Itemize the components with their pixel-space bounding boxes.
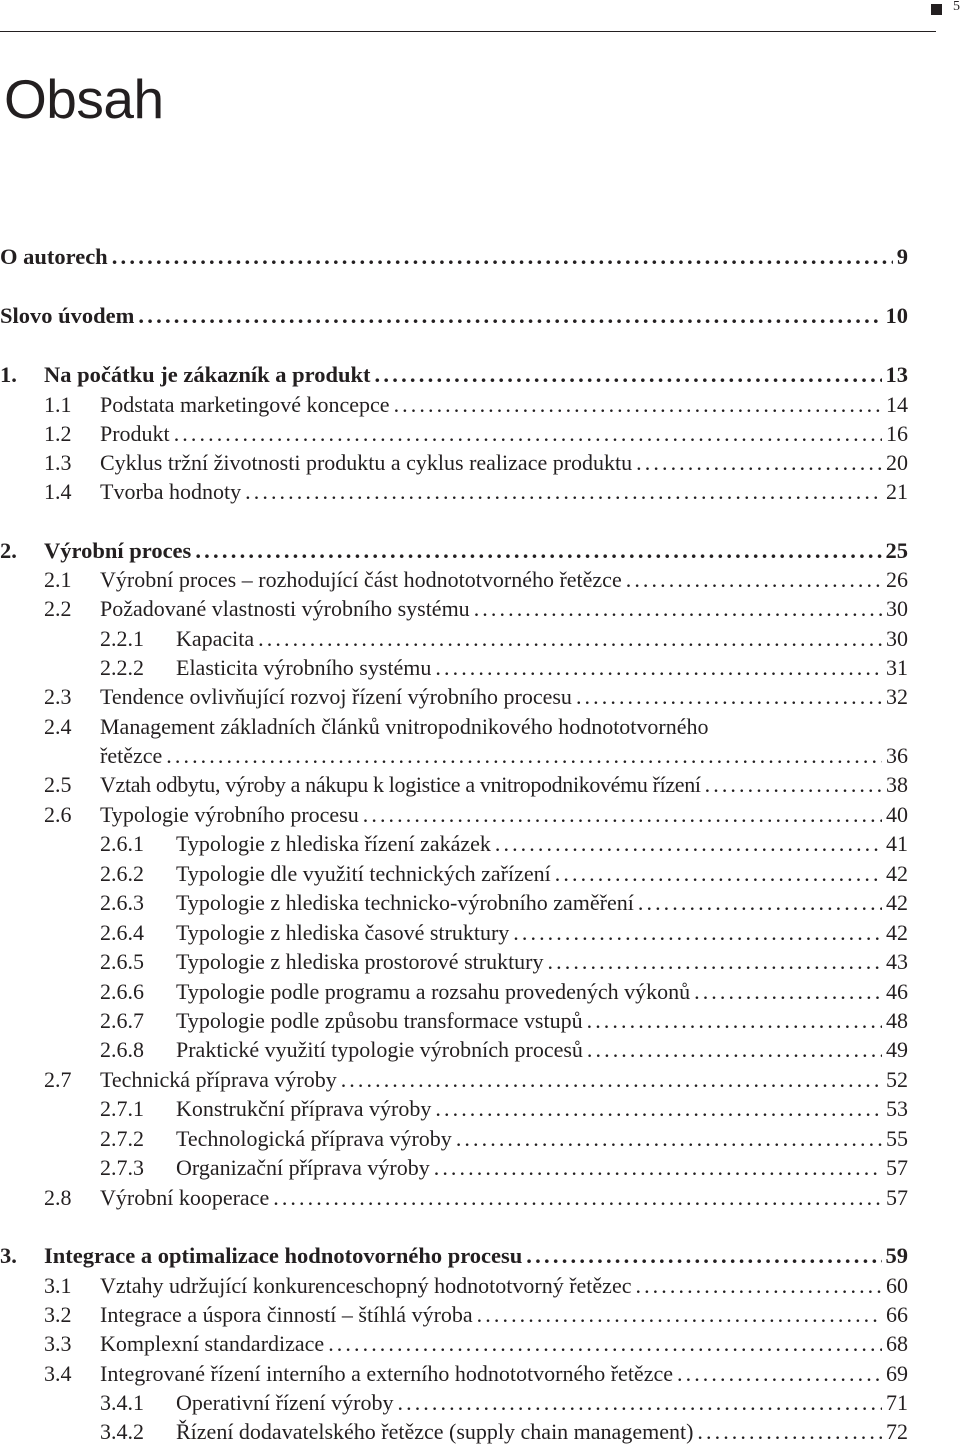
toc-entry-number: 2.6.5 [100,949,144,974]
toc-entry[interactable] [44,448,908,477]
toc-entry-page: 43 [886,949,908,974]
toc-entry-number: 2.6 [44,802,72,827]
toc-entry-title: Cyklus tržní životnosti produktu a cyklus realizace produktu [100,450,633,475]
toc-entry[interactable] [100,977,908,1006]
toc-entry-title: Požadované vlastnosti výrobního systému [100,596,470,621]
page-header [900,0,960,14]
toc-entry-number: 2.5 [44,772,72,797]
toc-entry-title: Typologie z hlediska řízení zakázek [176,831,491,856]
toc-entry-page: 49 [886,1037,908,1062]
toc-entry-title: Typologie výrobního procesu [100,802,359,827]
toc-entry-number: 3.4 [44,1361,72,1386]
toc-entry-page: 14 [886,392,908,417]
toc-entry-title: Typologie podle programu a rozsahu provedených výkonů [176,979,691,1004]
toc-entry-title: Technická příprava výroby [100,1067,337,1092]
toc-entry-title: řetězce [100,743,163,768]
toc-entry-title: Výrobní proces [44,538,192,563]
toc-entry-page: 55 [886,1126,908,1151]
dot-leader [174,419,882,448]
dot-leader [398,1388,883,1417]
toc-entry-number: 2.6.4 [100,920,144,945]
toc-entry-page: 30 [886,626,908,651]
toc-entry-number: 2.7 [44,1067,72,1092]
toc-entry-title: Typologie z hlediska prostorové struktury [176,949,544,974]
toc-entry-page: 16 [886,421,908,446]
dot-leader [705,770,882,799]
toc-entry-page: 13 [885,362,908,387]
dot-leader [587,1006,882,1035]
toc-entry-page: 66 [886,1302,908,1327]
toc-entry-title: Typologie podle způsobu transformace vstupů [176,1008,583,1033]
toc-entry[interactable] [44,712,709,741]
toc-entry-number: 2.7.3 [100,1155,144,1180]
toc-entry-title: Praktické využití typologie výrobních procesů [176,1037,583,1062]
toc-entry-page: 32 [886,684,908,709]
dot-leader [495,829,882,858]
dot-leader [273,1183,882,1212]
header-rule [0,31,936,32]
toc-entry-number: 3.2 [44,1302,72,1327]
toc-entry-title: Technologická příprava výroby [176,1126,452,1151]
toc-entry[interactable] [0,536,908,565]
dot-leader [626,565,882,594]
toc-entry[interactable] [44,1359,908,1388]
toc-entry[interactable] [100,1035,908,1064]
toc-entry-title: Operativní řízení výroby [176,1390,394,1415]
toc-entry[interactable] [100,1153,908,1182]
toc-entry-number: 1.4 [44,479,72,504]
dot-leader [635,1271,882,1300]
toc-entry-page: 31 [886,655,908,680]
toc-entry-number: 3.4.1 [100,1390,144,1415]
toc-entry[interactable] [44,390,908,419]
toc-entry-number: 2.2.1 [100,626,144,651]
toc-entry-page: 36 [886,743,908,768]
toc-entry-number: 1.2 [44,421,72,446]
toc-entry-title: Řízení dodavatelského řetězce (supply chain management) [176,1419,694,1444]
page-title: Obsah [4,68,164,130]
toc-entry-page: 42 [886,920,908,945]
toc-entry-number: 2.6.2 [100,861,144,886]
dot-leader [638,888,882,917]
toc-entry-page: 38 [886,772,908,797]
toc-entry-number: 3.3 [44,1331,72,1356]
toc-entry-page: 57 [886,1155,908,1180]
toc-entry-title: Typologie dle využití technických zařízení [176,861,551,886]
toc-entry[interactable] [44,1329,908,1358]
toc-entry-title: Vztahy udržující konkurenceschopný hodnototvorný řetězec [100,1273,632,1298]
toc-entry[interactable] [44,770,908,799]
toc-entry-number: 2.6.8 [100,1037,144,1062]
dot-leader [456,1124,882,1153]
toc-entry[interactable] [100,1417,908,1446]
toc-entry-page: 25 [885,538,908,563]
toc-entry-page: 40 [886,802,908,827]
toc-entry-page: 68 [886,1331,908,1356]
toc-entry-continuation[interactable] [100,741,908,770]
toc-entry[interactable] [0,242,908,271]
toc-entry[interactable] [100,653,908,682]
toc-entry-title: Komplexní standardizace [100,1331,325,1356]
toc-entry-number: 2.7.1 [100,1096,144,1121]
toc-entry-page: 46 [886,979,908,1004]
dot-leader [195,536,881,565]
toc-entry-number: 3. [0,1243,17,1268]
toc-entry-title: Na počátku je zákazník a produkt [44,362,371,387]
toc-entry-page: 48 [886,1008,908,1033]
toc-entry-title: Organizační příprava výroby [176,1155,430,1180]
toc-entry-title: Produkt [100,421,170,446]
dot-leader [138,301,881,330]
dot-leader [434,1153,882,1182]
toc-entry[interactable] [44,682,908,711]
dot-leader [677,1359,882,1388]
dot-leader [435,653,882,682]
dot-leader [435,1094,882,1123]
toc-entry-title: Elasticita výrobního systému [176,655,432,680]
toc-entry-number: 3.4.2 [100,1419,144,1444]
toc-entry[interactable] [100,947,908,976]
toc-entry-number: 2.4 [44,714,72,739]
toc-entry-page: 69 [886,1361,908,1386]
dot-leader [526,1241,881,1270]
toc-entry-page: 59 [885,1243,908,1268]
dot-leader [394,390,882,419]
toc-entry-number: 2. [0,538,17,563]
toc-entry[interactable] [44,800,908,829]
toc-entry-title: Integrované řízení interního a externího hodnototvorného řetězce [100,1361,673,1386]
toc-entry-title: Management základních článků vnitropodnikového hodnototvorného [100,714,709,739]
toc-entry[interactable] [100,1094,908,1123]
toc-entry-number: 2.1 [44,567,72,592]
toc-entry[interactable] [100,624,908,653]
toc-entry-title: Tendence ovlivňující rozvoj řízení výrobního procesu [100,684,572,709]
toc-entry[interactable] [100,918,908,947]
toc-entry[interactable] [44,1300,908,1329]
dot-leader [548,947,882,976]
toc-entry-number: 2.2.2 [100,655,144,680]
toc-entry-page: 26 [886,567,908,592]
toc-entry[interactable] [44,419,908,448]
dot-leader [245,477,882,506]
dot-leader [697,1417,882,1446]
dot-leader [258,624,882,653]
toc-entry[interactable] [100,1124,908,1153]
toc-entry-title: Slovo úvodem [0,303,135,328]
toc-entry-title: Typologie z hlediska technicko-výrobního zaměření [176,890,634,915]
toc-entry[interactable] [100,1006,908,1035]
dot-leader [363,800,882,829]
toc-entry-number: 2.6.6 [100,979,144,1004]
dot-leader [375,360,882,389]
toc-entry-page: 57 [886,1185,908,1210]
dot-leader [474,594,882,623]
toc-entry[interactable] [0,360,908,389]
dot-leader [576,682,882,711]
toc-entry-title: Podstata marketingové koncepce [100,392,390,417]
toc-entry-title: Typologie z hlediska časové struktury [176,920,510,945]
toc-entry[interactable] [44,1065,908,1094]
toc-entry-number: 1.1 [44,392,72,417]
toc-entry[interactable] [0,1241,908,1270]
dot-leader [477,1300,882,1329]
toc-entry-page: 42 [886,861,908,886]
toc-entry-title: Vztah odbytu, výroby a nákupu k logistice a vnitropodnikovému řízení [100,772,701,797]
square-bullet-icon [931,4,942,15]
toc-entry-page: 30 [886,596,908,621]
dot-leader [555,859,882,888]
toc-entry-page: 9 [896,244,908,269]
toc-entry-title: Výrobní kooperace [100,1185,270,1210]
toc-entry[interactable] [0,301,908,330]
toc-entry[interactable] [100,1388,908,1417]
dot-leader [166,741,882,770]
toc-entry-page: 71 [886,1390,908,1415]
toc-entry-number: 1. [0,362,17,387]
toc-entry-title: Konstrukční příprava výroby [176,1096,432,1121]
toc-entry-page: 20 [886,450,908,475]
toc-entry[interactable] [100,888,908,917]
toc-entry-number: 1.3 [44,450,72,475]
toc-entry-page: 10 [885,303,908,328]
toc-entry-title: Tvorba hodnoty [100,479,242,504]
toc-entry-title: Integrace a optimalizace hodnotovorného procesu [44,1243,523,1268]
toc-entry-page: 52 [886,1067,908,1092]
toc-entry-page: 53 [886,1096,908,1121]
dot-leader [328,1329,882,1358]
dot-leader [513,918,882,947]
toc-entry[interactable] [44,1271,908,1300]
toc-entry-title: Integrace a úspora činností – štíhlá výroba [100,1302,473,1327]
toc-entry[interactable] [100,829,908,858]
toc-entry[interactable] [44,1183,908,1212]
toc-entry-number: 2.3 [44,684,72,709]
toc-entry-page: 72 [886,1419,908,1444]
toc-entry-title: O autorech [0,244,108,269]
toc-entry[interactable] [44,477,908,506]
dot-leader [636,448,882,477]
toc-entry-number: 2.6.1 [100,831,144,856]
toc-entry-page: 60 [886,1273,908,1298]
toc-entry[interactable] [44,594,908,623]
toc-entry-page: 41 [886,831,908,856]
page-number: 5 [953,0,960,14]
toc-entry-number: 2.6.7 [100,1008,144,1033]
dot-leader [112,242,893,271]
toc-entry-number: 3.1 [44,1273,72,1298]
toc-entry-title: Kapacita [176,626,255,651]
toc-entry[interactable] [100,859,908,888]
toc-entry[interactable] [44,565,908,594]
toc-entry-page: 21 [886,479,908,504]
toc-entry-page: 42 [886,890,908,915]
dot-leader [587,1035,882,1064]
toc-entry-title: Výrobní proces – rozhodující část hodnototvorného řetězce [100,567,622,592]
toc-entry-number: 2.6.3 [100,890,144,915]
toc-entry-number: 2.2 [44,596,72,621]
toc-entry-number: 2.8 [44,1185,72,1210]
dot-leader [341,1065,882,1094]
dot-leader [694,977,882,1006]
toc-entry-number: 2.7.2 [100,1126,144,1151]
